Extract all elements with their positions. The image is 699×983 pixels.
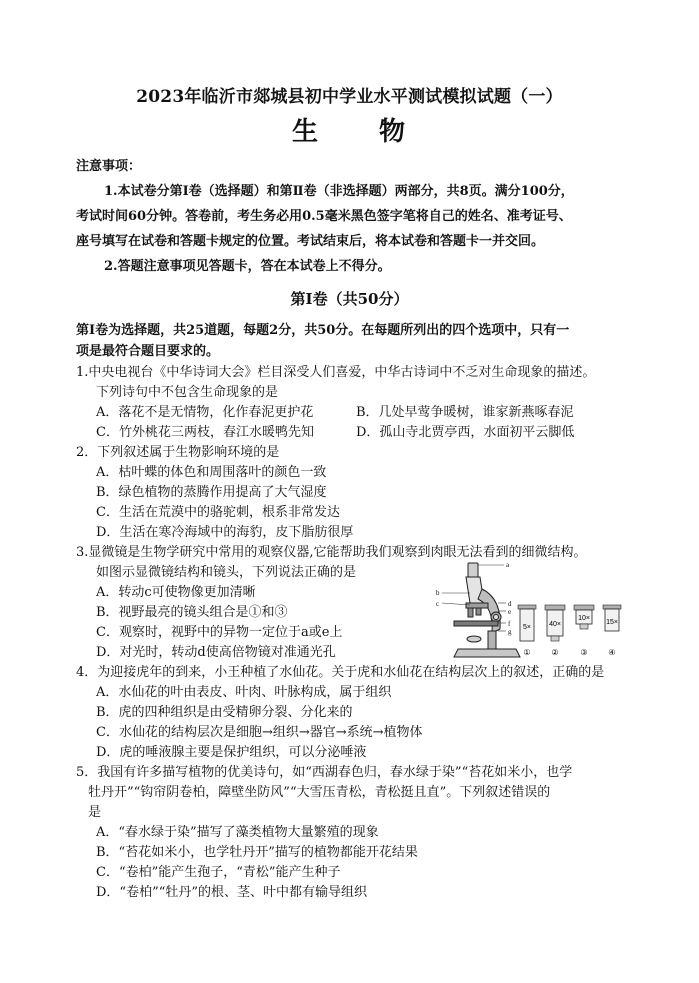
lens-4 — [603, 605, 621, 657]
lens-1-number: ① — [523, 648, 531, 657]
label-c: c — [436, 600, 440, 608]
q3-stem-line-2: 如图示显微镜结构和镜头，下列说法正确的是 — [96, 565, 357, 580]
q1-option-a: A．落花不是无情物，化作春泥更护花 — [96, 405, 314, 420]
exam-title: 2023年临沂市郯城县初中学业水平测试模拟试题（一） — [136, 87, 563, 107]
lens-2-number: ② — [551, 648, 559, 657]
q1-option-d: D．孤山寺北贾亭西，水面初平云脚低 — [356, 425, 575, 440]
q1-option-c: C．竹外桃花三两枝，春江水暖鸭先知 — [96, 425, 314, 440]
label-b: b — [436, 589, 440, 597]
q3-option-c: C．观察时，视野中的异物一定位于a或e上 — [96, 625, 343, 640]
label-a: a — [506, 561, 510, 569]
q2-option-d: D．生活在寒冷海域中的海豹，皮下脂肪很厚 — [96, 525, 354, 540]
q4-option-c: C．水仙花的结构层次是细胞→组织→器官→系统→植物体 — [96, 725, 423, 740]
lens-3-mag: 10× — [578, 615, 590, 622]
q4-option-a: A．水仙花的叶由表皮、叶肉、叶脉构成，属于组织 — [96, 685, 392, 700]
lens-4-mag: 15× — [606, 619, 618, 626]
section-intro-line-2: 项是最符合题目要求的。 — [76, 344, 220, 359]
lens-3 — [574, 605, 594, 657]
q5-stem-line-3: 是 — [88, 805, 102, 820]
q4-stem: 4．为迎接虎年的到来，小王种植了水仙花。关于虎和水仙花在结构层次上的叙述，正确的是 — [76, 665, 605, 680]
q5-stem-line-2: 牡丹开”“钩帘阴卷柏，障壁坐防风”“大雪压青松，青松挺且直”。下列叙述错误的 — [88, 785, 551, 800]
lens-3-number: ③ — [580, 648, 588, 657]
label-e: e — [508, 608, 512, 616]
section-title: 第Ⅰ卷（共50分） — [290, 290, 409, 308]
q2-stem: 2．下列叙述属于生物影响环境的是 — [76, 445, 280, 460]
label-f: f — [508, 620, 511, 628]
q3-stem-line-1: 3.显微镜是生物学研究中常用的观察仪器,它能帮助我们观察到肉眼无法看到的细微结构。 — [76, 545, 587, 560]
q4-option-d: D．虎的唾液腺主要是保护组织，可以分泌唾液 — [96, 745, 367, 760]
lens-2-mag: 40× — [549, 621, 561, 628]
notice-heading: 注意事项： — [76, 159, 142, 174]
section-intro-line-1: 第Ⅰ卷为选择题，共25道题，每题2分，共50分。在每题所列出的四个选项中，只有一 — [76, 323, 570, 338]
q1-stem-line-2: 下列诗句中不包含生命现象的是 — [96, 385, 279, 400]
lens-1 — [518, 605, 536, 657]
lens-2 — [545, 605, 565, 657]
notice-item-1-line-2: 考试时间60分钟。答卷前，考生务必用0.5毫米黑色签字笔将自己的姓名、准考证号、 — [76, 209, 572, 224]
q3-option-d: D．对光时，转动d使高倍物镜对准通光孔 — [96, 645, 336, 660]
lens-4-number: ④ — [608, 648, 616, 657]
lens-1-mag: 5× — [523, 624, 531, 631]
notice-item-2: 2.答题注意事项见答题卡，答在本试卷上不得分。 — [104, 259, 391, 274]
q5-option-d: D．“卷柏”“牡丹”的根、茎、叶中都有输导组织 — [96, 885, 368, 900]
q2-option-b: B．绿色植物的蒸腾作用提高了大气湿度 — [96, 485, 327, 500]
label-d: d — [508, 600, 512, 608]
label-g: g — [508, 628, 512, 636]
microscope-figure — [424, 559, 646, 667]
q3-option-a: A．转动c可使物像更加清晰 — [96, 585, 256, 600]
notice-item-1-line-1: 1.本试卷分第Ⅰ卷（选择题）和第Ⅱ卷（非选择题）两部分，共8页。满分100分， — [104, 184, 574, 199]
q2-option-a: A．枯叶蝶的体色和周围落叶的颜色一致 — [96, 465, 327, 480]
q5-option-a: A．“春水绿于染”描写了藻类植物大量繁殖的现象 — [96, 825, 379, 840]
q3-option-b: B．视野最亮的镜头组合是①和③ — [96, 605, 288, 620]
q5-stem-line-1: 5．我国有许多描写植物的优美诗句，如“西湖春色归，春水绿于染”“苔花如米小，也学 — [76, 765, 573, 780]
q4-option-b: B．虎的四种组织是由受精卵分裂、分化来的 — [96, 705, 353, 720]
q1-stem-line-1: 1.中央电视台《中华诗词大会》栏目深受人们喜爱，中华古诗词中不乏对生命现象的描述。 — [76, 365, 596, 380]
q5-option-c: C．“卷柏”能产生孢子，“青松”能产生种子 — [96, 865, 341, 880]
subject-title: 生 物 — [291, 117, 432, 147]
q1-option-b: B．几处早莺争暖树，谁家新燕啄春泥 — [356, 405, 574, 420]
q5-option-b: B．“苔花如米小，也学牡丹开”描写的植物都能开花结果 — [96, 845, 418, 860]
q2-option-c: C．生活在荒漠中的骆驼刺，根系非常发达 — [96, 505, 340, 520]
notice-item-1-line-3: 座号填写在试卷和答题卡规定的位置。考试结束后，将本试卷和答题卡一并交回。 — [76, 234, 545, 249]
